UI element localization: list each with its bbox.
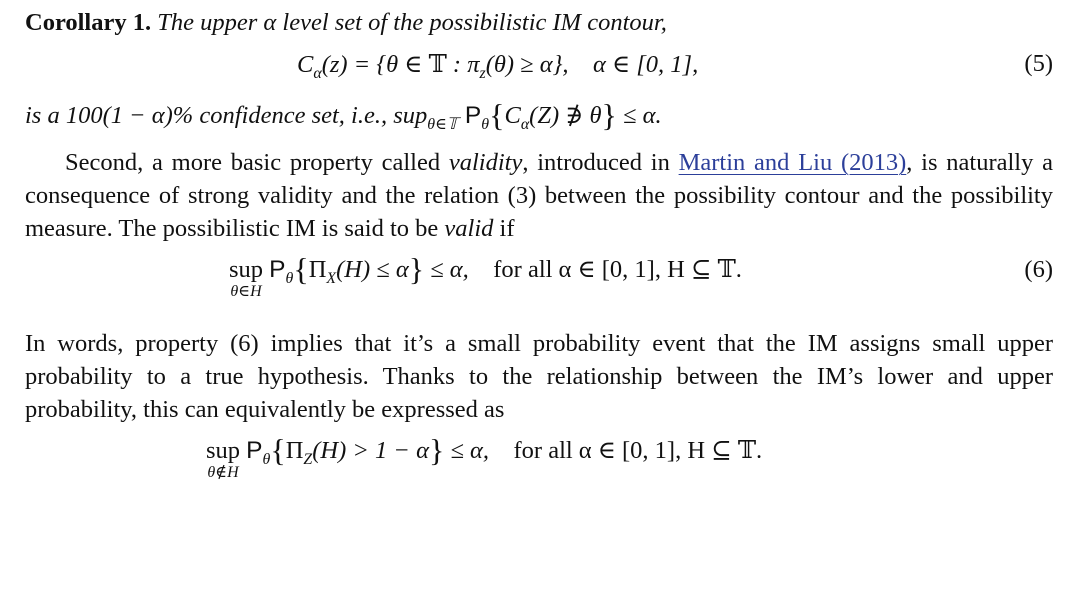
term-valid: valid (444, 215, 494, 242)
corollary-statement: The upper α level set of the possibilistic IM contour, (157, 9, 667, 36)
equation-6 (25, 245, 1053, 319)
equation-7 (25, 426, 1053, 500)
corollary-conclusion: is a 100(1 − α)% confidence set, i.e., sup$_{\theta\in 𝕋}$ $P_\theta\{C_\alpha(Z)$ ∌ θ} ≤ α. (25, 97, 662, 133)
equation-7-body: sup θ∉H $P_\theta\{\Pi_Z(H) > 1 - \alpha\} \le \alpha$, for all α ∈ [0, 1], H ⊆ 𝕋. (206, 432, 763, 481)
corollary-label: Corollary 1. (25, 9, 152, 36)
paper-excerpt (25, 6, 1053, 500)
corollary-heading (25, 6, 1053, 39)
citation-link[interactable]: Martin and Liu (2013) (678, 149, 907, 176)
equation-6-number: (6) (1024, 256, 1053, 283)
equation-5 (25, 39, 1053, 99)
paragraph-words: In words, property (6) implies that it’s a small probability event that the IM assigns small upper probability to a true hypothesis. Thanks to the relationship between the IM’s lower and upper probability, this can equivalently be expressed as (25, 330, 1053, 423)
term-validity: validity (448, 149, 523, 176)
paragraph-validity: Second, a more basic property called validity, introduced in Martin and Liu (2013), is naturally a consequence of strong validity and the relation (3) between the possibility contour and the possibility measure. The possibilistic IM is said to be valid if (25, 149, 1054, 242)
equation-6-body: sup θ∈H $P_\theta\{\Pi_X(H) \le \alpha\} \le \alpha$, for all α ∈ [0, 1], H ⊆ 𝕋. (229, 251, 742, 300)
equation-5-body: $C_\alpha(z) = \{\theta$ ∈ 𝕋 : $\pi_z(\theta) \ge \alpha$}, α ∈ [0, 1], (297, 49, 699, 82)
equation-5-number: (5) (1024, 50, 1053, 77)
